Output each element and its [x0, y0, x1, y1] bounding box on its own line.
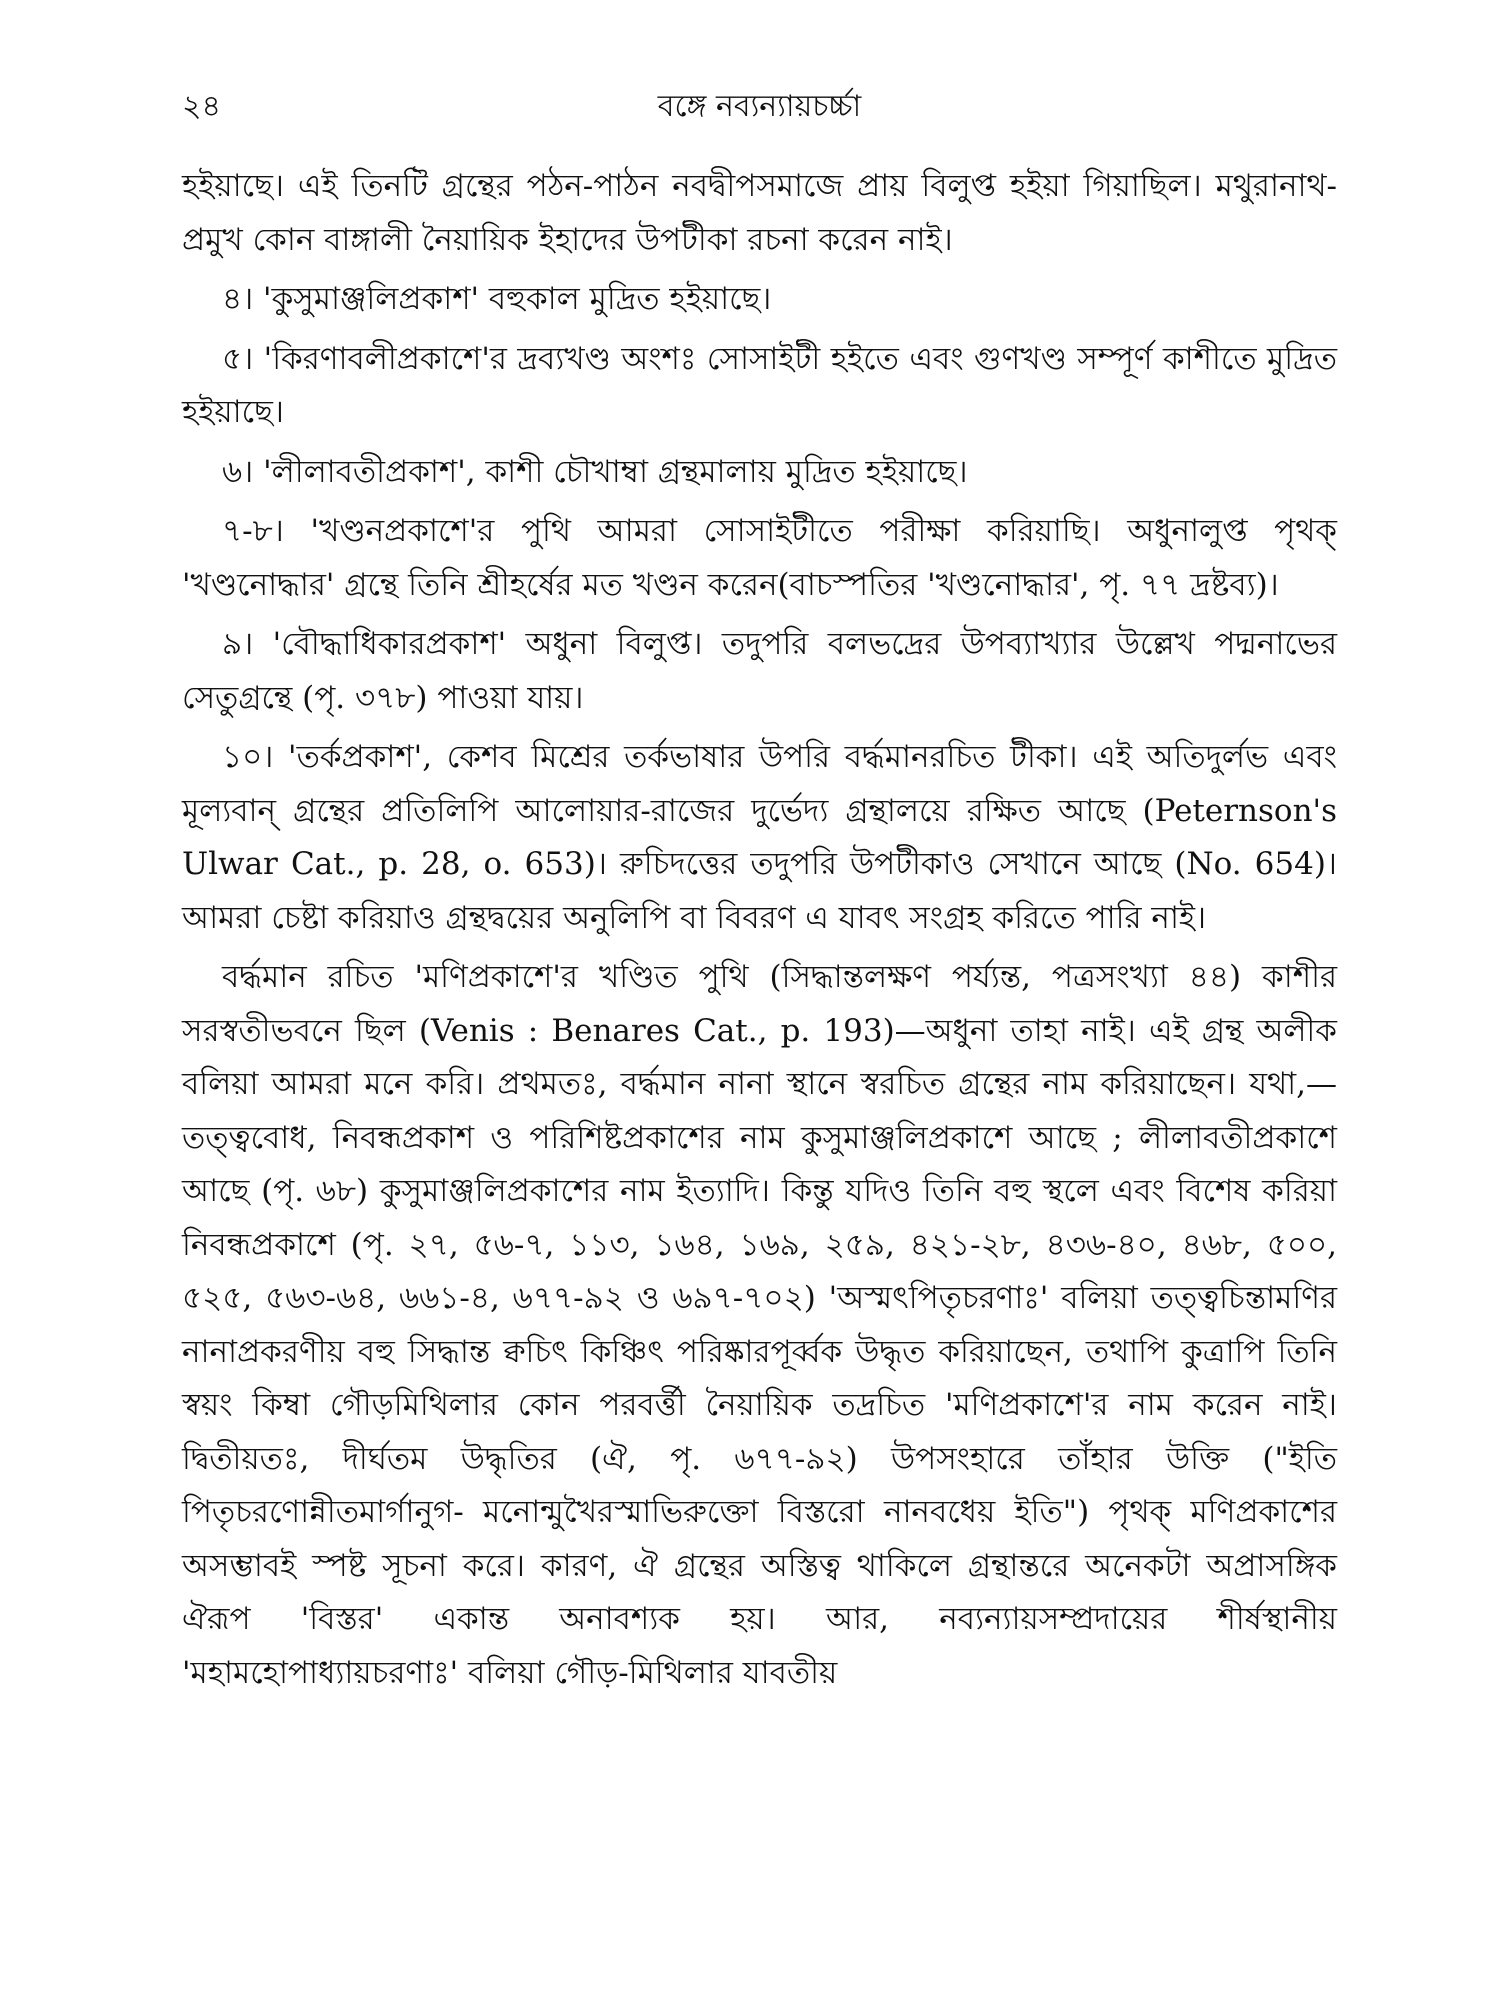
- paragraph-item-6: ৬। 'লীলাবতীপ্রকাশ', কাশী চৌখাম্বা গ্রন্থমালায় মুদ্রিত হইয়াছে।: [222, 453, 968, 490]
- paragraph-item-7-8: ৭-৮। 'খণ্ডনপ্রকাশে'র পুথি আমরা সোসাইটীতে পরীক্ষা করিয়াছি। অধুনালুপ্ত পৃথক্ 'খণ্ডনোদ্ধার' গ্রন্থে তিনি শ্রীহর্ষের মত খণ্ডন করেন(বাচস্পতির 'খণ্ডনোদ্ধার', পৃ. ৭৭ দ্রষ্টব্য)।: [182, 513, 1337, 603]
- paragraph-item-5: ৫। 'কিরণাবলীপ্রকাশে'র দ্রব্যখণ্ড অংশঃ সোসাইটী হইতে এবং গুণখণ্ড সম্পূর্ণ কাশীতে মুদ্রিত হইয়াছে।: [182, 340, 1337, 430]
- body-text: [182, 160, 1337, 1700]
- paragraph-manipraksha-discussion: বর্দ্ধমান রচিত 'মণিপ্রকাশে'র খণ্ডিত পুথি (সিদ্ধান্তলক্ষণ পর্য্যন্ত, পত্রসংখ্যা ৪৪) কাশীর সরস্বতীভবনে ছিল (Venis : Benares Cat., p. 193)—অধুনা তাহা নাই। এই গ্রন্থ অলীক বলিয়া আমরা মনে করি। প্রথমতঃ, বর্দ্ধমান নানা স্থানে স্বরচিত গ্রন্থের নাম করিয়াছেন। যথা,—তত্ত্ববোধ, নিবন্ধপ্রকাশ ও পরিশিষ্টপ্রকাশের নাম কুসুমাঞ্জলিপ্রকাশে আছে ; লীলাবতীপ্রকাশে আছে (পৃ. ৬৮) কুসুমাঞ্জলিপ্রকাশের নাম ইত্যাদি। কিন্তু যদিও তিনি বহু স্থলে এবং বিশেষ করিয়া নিবন্ধপ্রকাশে (পৃ. ২৭, ৫৬-৭, ১১৩, ১৬৪, ১৬৯, ২৫৯, ৪২১-২৮, ৪৩৬-৪০, ৪৬৮, ৫০০, ৫২৫, ৫৬৩-৬৪, ৬৬১-৪, ৬৭৭-৯২ ও ৬৯৭-৭০২) 'অস্মৎপিতৃচরণাঃ' বলিয়া তত্ত্বচিন্তামণির নানাপ্রকরণীয় বহু সিদ্ধান্ত ক্বচিৎ কিঞ্চিৎ পরিষ্কারপূর্ব্বক উদ্ধৃত করিয়াছেন, তথাপি কুত্রাপি তিনি স্বয়ং কিম্বা গৌড়মিথিলার কোন পরবর্ত্তী নৈয়ায়িক তদ্রচিত 'মণিপ্রকাশে'র নাম করেন নাই। দ্বিতীয়তঃ, দীর্ঘতম উদ্ধৃতির (ঐ, পৃ. ৬৭৭-৯২) উপসংহারে তাঁহার উক্তি ("ইতি পিতৃচরণোন্নীতমার্গানুগ- মনোন্মুখৈরস্মাভিরুক্তো বিস্তরো নানবধেয় ইতি") পৃথক্ মণিপ্রকাশের অসম্ভাবই স্পষ্ট সূচনা করে। কারণ, ঐ গ্রন্থের অস্তিত্ব থাকিলে গ্রন্থান্তরে অনেকটা অপ্রাসঙ্গিক ঐরূপ 'বিস্তর' একান্ত অনাবশ্যক হয়। আর, নব্যন্যায়সম্প্রদায়ের শীর্ষস্থানীয় 'মহামহোপাধ্যায়চরণাঃ' বলিয়া গৌড়-মিথিলার যাবতীয়: [182, 959, 1337, 1691]
- paragraph-continuation: হইয়াছে। এই তিনটি গ্রন্থের পঠন-পাঠন নবদ্বীপসমাজে প্রায় বিলুপ্ত হইয়া গিয়াছিল। মথুরানাথ-প্রমুখ কোন বাঙ্গালী নৈয়ায়িক ইহাদের উপটীকা রচনা করেন নাই।: [182, 168, 1337, 258]
- paragraph-item-10: ১০। 'তর্কপ্রকাশ', কেশব মিশ্রের তর্কভাষার উপরি বর্দ্ধমানরচিত টীকা। এই অতিদুর্লভ এবং মূল্যবান্ গ্রন্থের প্রতিলিপি আলোয়ার-রাজের দুর্ভেদ্য গ্রন্থালয়ে রক্ষিত আছে (Peternson's Ulwar Cat., p. 28, o. 653)। রুচিদত্তের তদুপরি উপটীকাও সেখানে আছে (No. 654)। আমরা চেষ্টা করিয়াও গ্রন্থদ্বয়ের অনুলিপি বা বিবরণ এ যাবৎ সংগ্রহ করিতে পারি নাই।: [182, 739, 1337, 936]
- paragraph-item-4: ৪। 'কুসুমাঞ্জলিপ্রকাশ' বহুকাল মুদ্রিত হইয়াছে।: [222, 281, 772, 317]
- running-title: বঙ্গে নব্যন্যায়চর্চ্চা: [657, 89, 862, 124]
- paragraph-item-9: ৯। 'বৌদ্ধাধিকারপ্রকাশ' অধুনা বিলুপ্ত। তদুপরি বলভদ্রের উপব্যাখ্যার উল্লেখ পদ্মনাভের সেতুগ্রন্থে (পৃ. ৩৭৮) পাওয়া যায়।: [182, 626, 1337, 716]
- page-header: [182, 82, 1337, 126]
- page-number: ২৪: [182, 89, 221, 124]
